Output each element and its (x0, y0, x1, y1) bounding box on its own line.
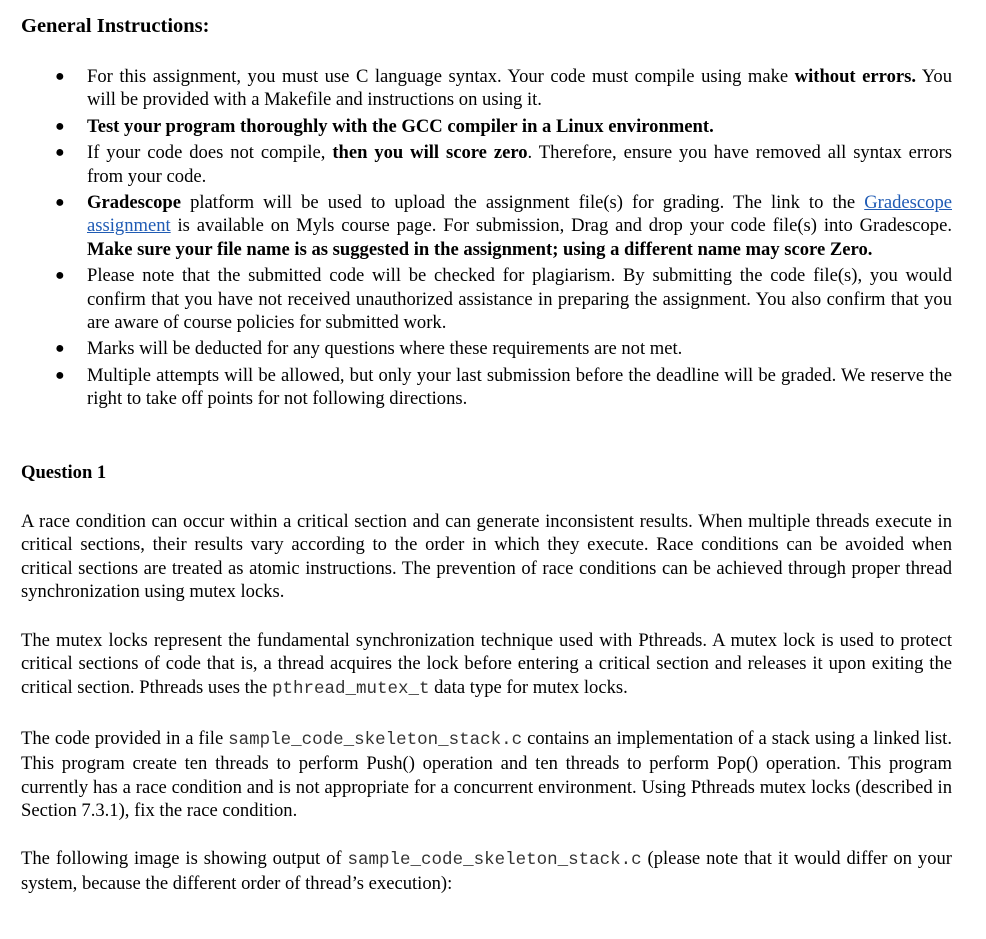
race-condition-paragraph: A race condition can occur within a critical section and can generate inconsistent results. When multiple threads execute in critical sections, their results vary according to the order in which they execute. Race conditions can be avoided when critical sections are treated as atomic instructions. The prevention of race conditions can be achieved through proper thread synchronization using mutex locks. (21, 511, 952, 603)
inline-code: sample_code_skeleton_stack.c (347, 850, 642, 870)
question-1-heading: Question 1 (21, 462, 107, 483)
instruction-item-gradescope: ● Gradescope platform will be used to upload the assignment file(s) for grading. The link to the Gradescope assignment is available on Myls course page. For submission, Drag and drop your code file(s) into Gradescope. Make sure your file name is as suggested in the assignment; using a different name may score Zero. (55, 192, 952, 260)
instruction-item-syntax: ● For this assignment, you must use C language syntax. Your code must compile using make without errors. You will be provided with a Makefile and instructions on using it. (55, 66, 953, 111)
bullet-icon: ● (55, 340, 65, 358)
instruction-item-compile: ● If your code does not compile, then you will score zero. Therefore, ensure you have removed all syntax errors from your code. (55, 142, 952, 187)
instruction-item-marks: ● Marks will be deducted for any questions where these requirements are not met. (55, 338, 683, 360)
bullet-icon: ● (55, 366, 65, 384)
instructions-list (21, 65, 952, 414)
general-instructions-heading: General Instructions: (21, 15, 210, 37)
gradescope-assignment-link[interactable]: Gradescope assignment (87, 192, 952, 237)
bullet-icon: ● (55, 194, 65, 212)
bullet-icon: ● (55, 144, 65, 162)
inline-code: sample_code_skeleton_stack.c (228, 730, 523, 750)
bullet-icon: ● (55, 117, 65, 135)
mutex-locks-paragraph: The mutex locks represent the fundamental synchronization technique used with Pthreads. A mutex lock is used to protect critical sections of code that is, a thread acquires the lock before entering a critical section and releases it upon exiting the critical section. Pthreads uses the pthread_mutex_t data type for mutex locks. (21, 630, 952, 699)
instruction-item-plagiarism: ● Please note that the submitted code will be checked for plagiarism. By submitting the code file(s), you would confirm that you have not received unauthorized assistance in preparing the assignment. You also confirm that you are aware of course policies for submitted work. (55, 265, 952, 334)
bullet-icon: ● (55, 68, 65, 85)
instruction-item-testing: ● Test your program thoroughly with the GCC compiler in a Linux environment. (55, 115, 714, 137)
bullet-icon: ● (55, 267, 65, 285)
output-image-paragraph: The following image is showing output of sample_code_skeleton_stack.c (please note that it would differ on your system, because the different order of thread’s execution): (21, 848, 952, 895)
inline-code: pthread_mutex_t (271, 678, 430, 699)
instruction-item-attempts: ● Multiple attempts will be allowed, but only your last submission before the deadline will be graded. We reserve the right to take off points for not following directions. (55, 364, 952, 410)
stack-code-paragraph: The code provided in a file sample_code_skeleton_stack.c contains an implementation of a stack using a linked list. This program create ten threads to perform Push() operation and ten threads to perform Pop() operation. This program currently has a race condition and is not appropriate for a concurrent environment. Using Pthreads mutex locks (described in Section 7.3.1), fix the race condition. (21, 728, 952, 822)
